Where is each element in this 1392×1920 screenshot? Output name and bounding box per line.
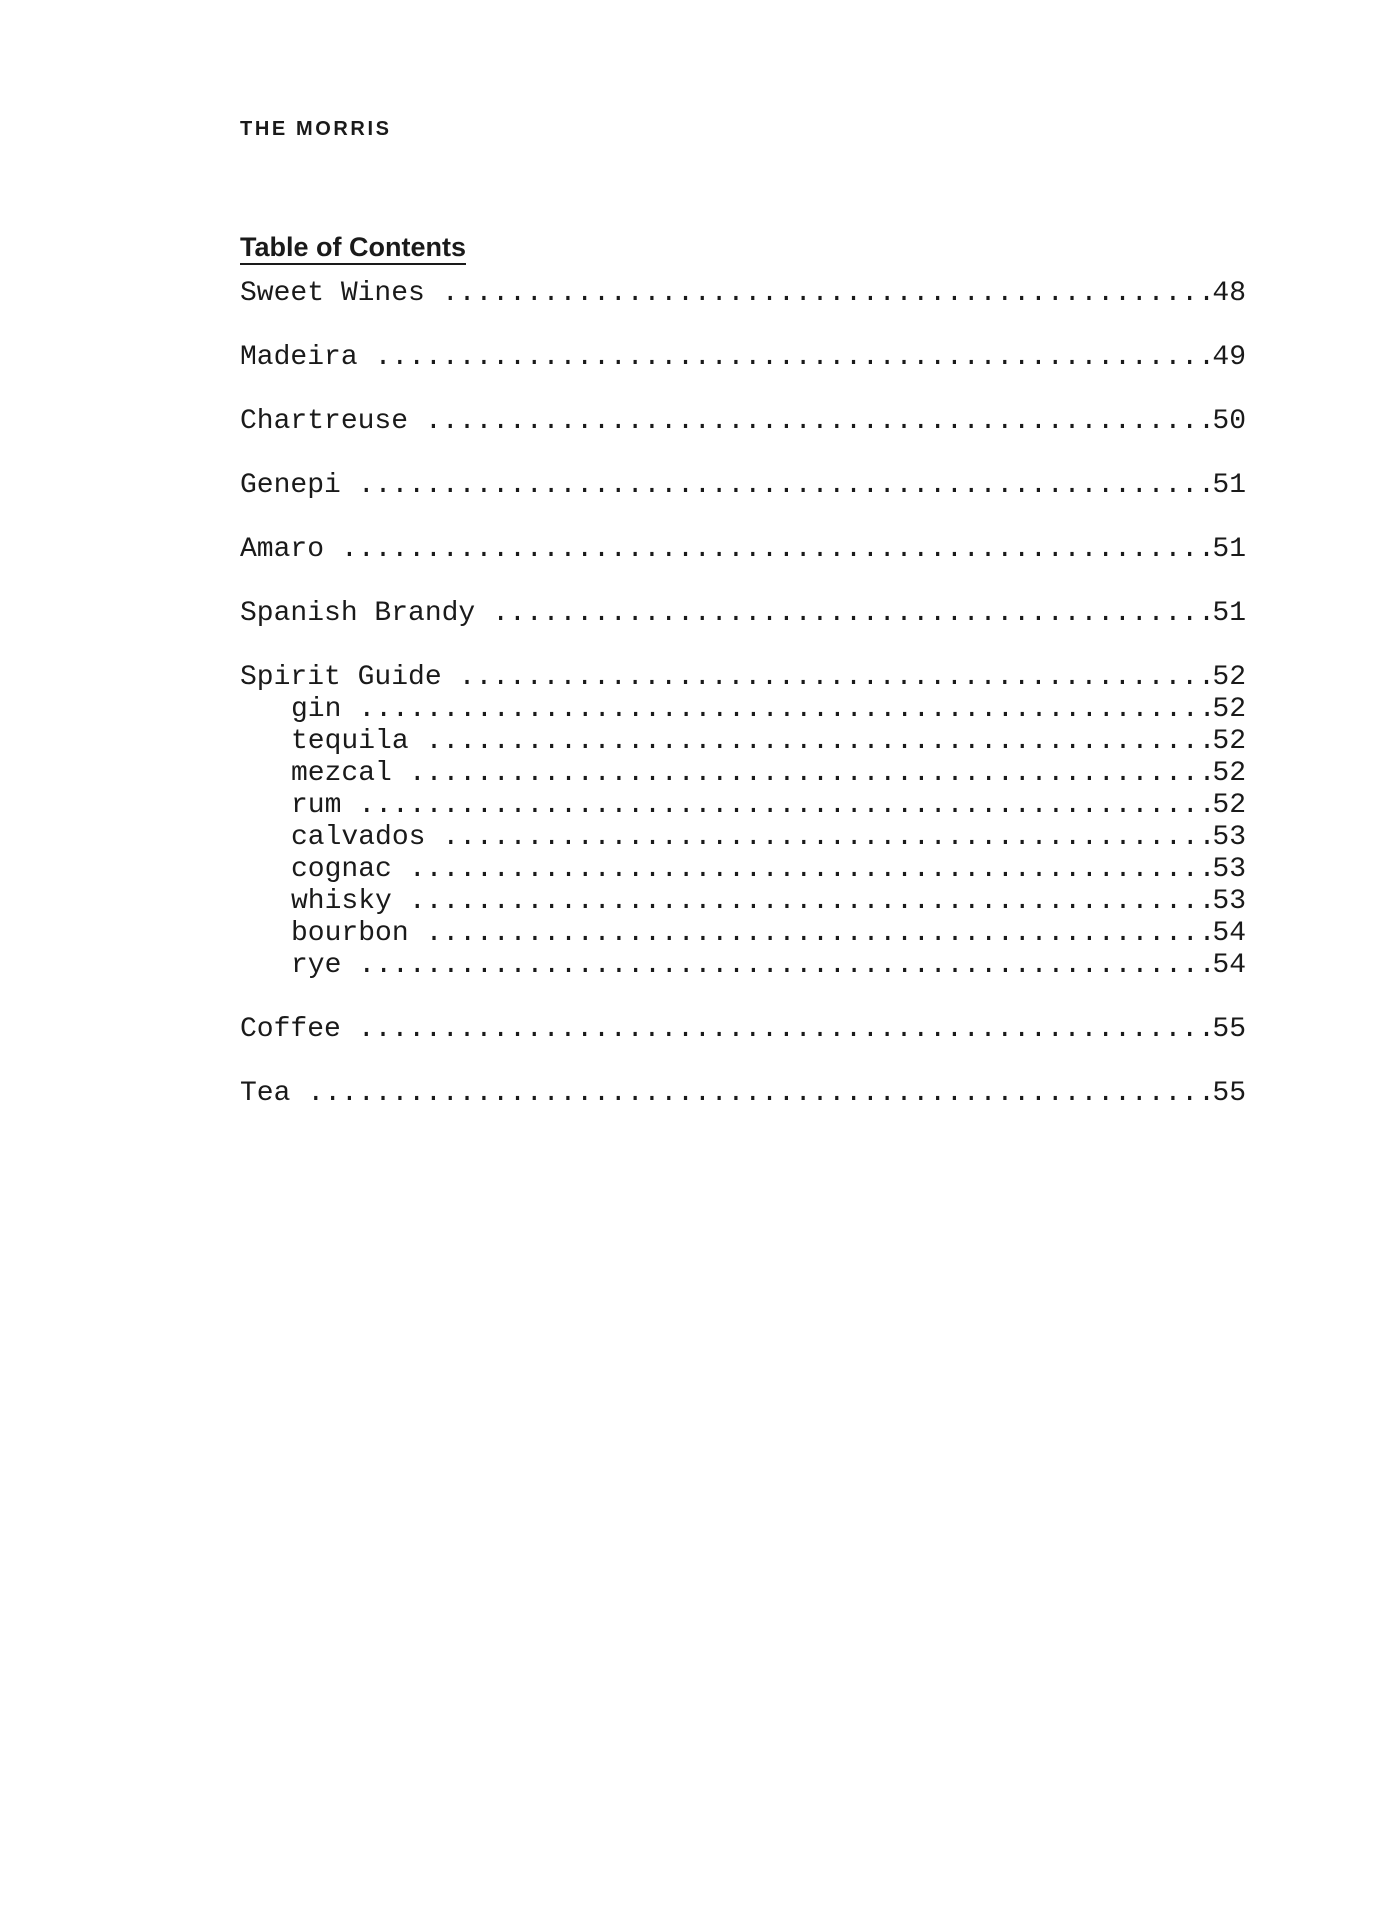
toc-entry[interactable] xyxy=(240,598,1246,630)
dot-leader xyxy=(426,918,1211,950)
toc-entry-label: Genepi xyxy=(240,470,341,501)
toc-entry-label: Amaro xyxy=(240,534,325,565)
toc-subentry[interactable] xyxy=(240,694,1246,726)
toc-list xyxy=(240,278,1246,1110)
toc-entry-label: Chartreuse xyxy=(240,406,409,437)
toc-entry[interactable] xyxy=(240,278,1246,310)
toc-subentry[interactable] xyxy=(240,918,1246,950)
dot-leader xyxy=(409,886,1211,918)
dot-leader xyxy=(307,1078,1210,1110)
toc-entry-label: bourbon xyxy=(291,918,409,949)
toc-entry-label: Spirit Guide xyxy=(240,662,442,693)
toc-entry-label: Spanish Brandy xyxy=(240,598,476,629)
dot-leader xyxy=(442,278,1211,310)
toc-entry[interactable] xyxy=(240,1078,1246,1110)
toc-page-number: 52 xyxy=(1212,694,1246,725)
toc-entry-label: Tea xyxy=(240,1078,291,1109)
dot-leader xyxy=(442,822,1210,854)
toc-page-number: 48 xyxy=(1212,278,1246,309)
toc-page-number: 53 xyxy=(1212,822,1246,853)
toc-entry[interactable] xyxy=(240,662,1246,694)
dot-leader xyxy=(358,694,1210,726)
dot-leader xyxy=(409,758,1211,790)
dot-leader xyxy=(409,854,1211,886)
toc-entry[interactable] xyxy=(240,406,1246,438)
toc-subentry[interactable] xyxy=(240,726,1246,758)
toc-entry-label: whisky xyxy=(291,886,392,917)
toc-entry-label: tequila xyxy=(291,726,409,757)
toc-subentry[interactable] xyxy=(240,758,1246,790)
toc-page-number: 49 xyxy=(1212,342,1246,373)
toc-page-number: 55 xyxy=(1212,1014,1246,1045)
toc-page-number: 52 xyxy=(1212,790,1246,821)
toc-entry-label: Coffee xyxy=(240,1014,341,1045)
toc-page-number: 55 xyxy=(1212,1078,1246,1109)
toc-entry-label: gin xyxy=(291,694,342,725)
toc-entry-label: cognac xyxy=(291,854,392,885)
toc-page-number: 50 xyxy=(1212,406,1246,437)
dot-leader xyxy=(358,1014,1211,1046)
toc-page-number: 52 xyxy=(1212,726,1246,757)
toc-page-number: 51 xyxy=(1212,470,1246,501)
toc-page-number: 54 xyxy=(1212,950,1246,981)
toc-entry[interactable] xyxy=(240,534,1246,566)
toc-entry-label: Madeira xyxy=(240,342,358,373)
brand-header: THE MORRIS xyxy=(240,118,392,140)
toc-page-number: 51 xyxy=(1212,534,1246,565)
dot-leader xyxy=(358,950,1210,982)
toc-entry-label: rye xyxy=(291,950,342,981)
toc-subentry[interactable] xyxy=(240,886,1246,918)
dot-leader xyxy=(425,406,1210,438)
toc-entry-label: Sweet Wines xyxy=(240,278,425,309)
toc-entry-label: calvados xyxy=(291,822,426,853)
toc-entry[interactable] xyxy=(240,1014,1246,1046)
toc-page-number: 53 xyxy=(1212,854,1246,885)
toc-page-number: 52 xyxy=(1212,662,1246,693)
toc-entry[interactable] xyxy=(240,470,1246,502)
dot-leader xyxy=(358,470,1211,502)
dot-leader xyxy=(426,726,1211,758)
toc-entry[interactable] xyxy=(240,342,1246,374)
toc-entry-label: mezcal xyxy=(291,758,392,789)
dot-leader xyxy=(341,534,1210,566)
dot-leader xyxy=(358,790,1210,822)
toc-entry-label: rum xyxy=(291,790,342,821)
toc-title: Table of Contents xyxy=(240,232,466,265)
toc-page-number: 53 xyxy=(1212,886,1246,917)
dot-leader xyxy=(492,598,1210,630)
toc-page-number: 54 xyxy=(1212,918,1246,949)
toc-page-number: 52 xyxy=(1212,758,1246,789)
dot-leader xyxy=(375,342,1211,374)
dot-leader xyxy=(459,662,1211,694)
toc-subentry[interactable] xyxy=(240,854,1246,886)
toc-subentry[interactable] xyxy=(240,950,1246,982)
toc-subentry[interactable] xyxy=(240,822,1246,854)
toc-page-number: 51 xyxy=(1212,598,1246,629)
toc-subentry[interactable] xyxy=(240,790,1246,822)
